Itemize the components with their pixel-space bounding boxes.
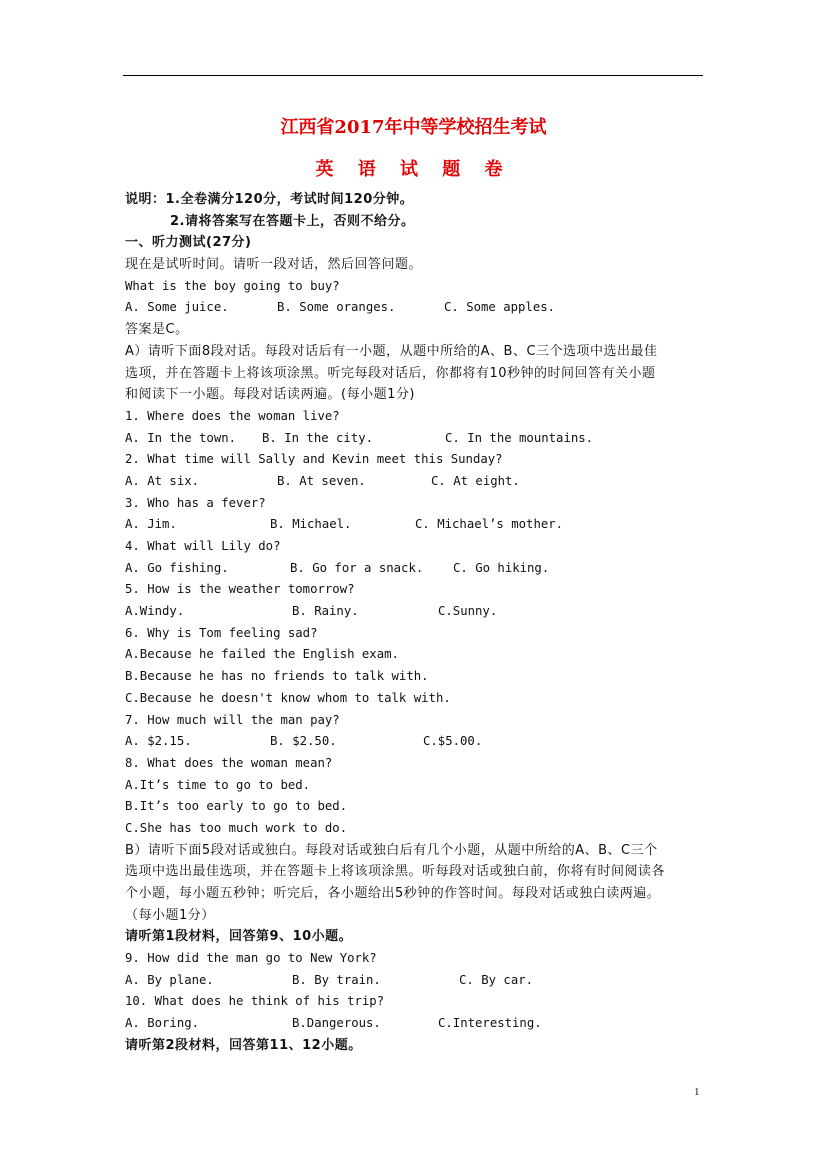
option-c: C. Michael’s mother. bbox=[415, 517, 564, 532]
part-b-instruction-1: B）请听下面5段对话或独白。每段对话或独白后有几个小题，从题中所给的A、B、C三个 bbox=[125, 842, 658, 858]
question-6-option-c: C.Because he doesn't know whom to talk with. bbox=[125, 690, 451, 705]
part-b-instruction-4: （每小题1分） bbox=[125, 907, 215, 923]
question-7-options bbox=[125, 731, 705, 753]
question-6-option-a: A.Because he failed the English exam. bbox=[125, 647, 399, 662]
option-b: B. Go for a snack. bbox=[290, 560, 424, 575]
option-b: B. $2.50. bbox=[270, 734, 337, 749]
option-b: B. By train. bbox=[292, 972, 381, 987]
question-10: 10. What does he think of his trip? bbox=[125, 994, 385, 1009]
question-5: 5. How is the weather tomorrow? bbox=[125, 582, 355, 597]
option-c: C.Sunny. bbox=[438, 604, 498, 619]
option-c: C. At eight. bbox=[431, 473, 520, 488]
material-2-heading: 请听第2段材料，回答第11、12小题。 bbox=[125, 1037, 362, 1053]
question-8-option-c: C.She has too much work to do. bbox=[125, 820, 348, 835]
option-b: B.Dangerous. bbox=[292, 1016, 381, 1031]
question-3-options bbox=[125, 514, 705, 536]
option-a: A. Jim. bbox=[125, 517, 177, 532]
question-2-options bbox=[125, 471, 705, 493]
option-c: C. Some apples. bbox=[444, 300, 556, 315]
trial-options bbox=[125, 297, 705, 319]
question-5-options bbox=[125, 601, 705, 623]
question-1: 1. Where does the woman live? bbox=[125, 408, 340, 423]
question-7: 7. How much will the man pay? bbox=[125, 712, 340, 727]
option-c: C.$5.00. bbox=[423, 734, 483, 749]
page-subtitle: 英 语 试 题 卷 bbox=[315, 159, 512, 180]
part-a-instruction-1: A）请听下面8段对话。每段对话后有一小题，从题中所给的A、B、C三个选项中选出最佳 bbox=[125, 343, 658, 359]
header-rule bbox=[123, 75, 703, 76]
option-c: C. Go hiking. bbox=[453, 560, 550, 575]
trial-intro: 现在是试听时间。请听一段对话，然后回答问题。 bbox=[125, 257, 423, 273]
option-c: C.Interesting. bbox=[438, 1016, 542, 1031]
question-8-option-b: B.It’s too early to go to bed. bbox=[125, 799, 348, 814]
section-heading: 一、听力测试(27分) bbox=[125, 235, 252, 251]
material-1-heading: 请听第1段材料，回答第9、10小题。 bbox=[125, 929, 353, 945]
question-2: 2. What time will Sally and Kevin meet this Sunday? bbox=[125, 452, 503, 467]
option-a: A.Windy. bbox=[125, 604, 185, 619]
question-1-options bbox=[125, 428, 705, 450]
option-a: A. Boring. bbox=[125, 1016, 200, 1031]
option-b: B. Rainy. bbox=[292, 604, 359, 619]
option-b: B. Some oranges. bbox=[277, 300, 396, 315]
question-10-options bbox=[125, 1013, 705, 1035]
question-4-options bbox=[125, 558, 705, 580]
option-b: B. At seven. bbox=[277, 473, 366, 488]
question-6-option-b: B.Because he has no friends to talk with. bbox=[125, 669, 429, 684]
option-c: C. By car. bbox=[459, 972, 534, 987]
note-1: 说明：1.全卷满分120分，考试时间120分钟。 bbox=[125, 192, 414, 207]
option-a: A. By plane. bbox=[125, 972, 214, 987]
question-9: 9. How did the man go to New York? bbox=[125, 951, 377, 966]
option-b: B. In the city. bbox=[262, 430, 374, 445]
part-b-instruction-3: 个小题，每小题五秒钟；听完后，各小题给出5秒钟的作答时间。每段对话或独白读两遍。 bbox=[125, 886, 661, 901]
page-title: 江西省2017年中等学校招生考试 bbox=[280, 117, 547, 138]
part-a-instruction-2: 选项，并在答题卡上将该项涂黑。听完每段对话后，你都将有10秒钟的时间回答有关小题 bbox=[125, 365, 656, 381]
question-9-options bbox=[125, 970, 705, 992]
option-a: A. Go fishing. bbox=[125, 560, 229, 575]
page-number: 1 bbox=[694, 1086, 700, 1098]
option-a: A. In the town. bbox=[125, 430, 237, 445]
question-6: 6. Why is Tom feeling sad? bbox=[125, 625, 318, 640]
question-8: 8. What does the woman mean? bbox=[125, 755, 333, 770]
question-4: 4. What will Lily do? bbox=[125, 539, 281, 553]
part-a-instruction-3: 和阅读下一小题。每段对话读两遍。(每小题1分) bbox=[125, 387, 415, 403]
part-b-instruction-2: 选项中选出最佳选项，并在答题卡上将该项涂黑。听每段对话或独白前，你将有时间阅读各 bbox=[125, 864, 666, 880]
note-2: 2.请将答案写在答题卡上，否则不给分。 bbox=[170, 213, 415, 229]
exam-content bbox=[125, 189, 705, 1057]
option-a: A. $2.15. bbox=[125, 734, 192, 749]
option-a: A. At six. bbox=[125, 473, 200, 488]
trial-question: What is the boy going to buy? bbox=[125, 278, 340, 293]
question-8-option-a: A.It’s time to go to bed. bbox=[125, 777, 311, 792]
option-b: B. Michael. bbox=[270, 517, 352, 532]
option-a: A. Some juice. bbox=[125, 300, 229, 315]
option-c: C. In the mountains. bbox=[445, 430, 594, 445]
question-3: 3. Who has a fever? bbox=[125, 495, 266, 510]
trial-answer: 答案是C。 bbox=[125, 322, 189, 338]
